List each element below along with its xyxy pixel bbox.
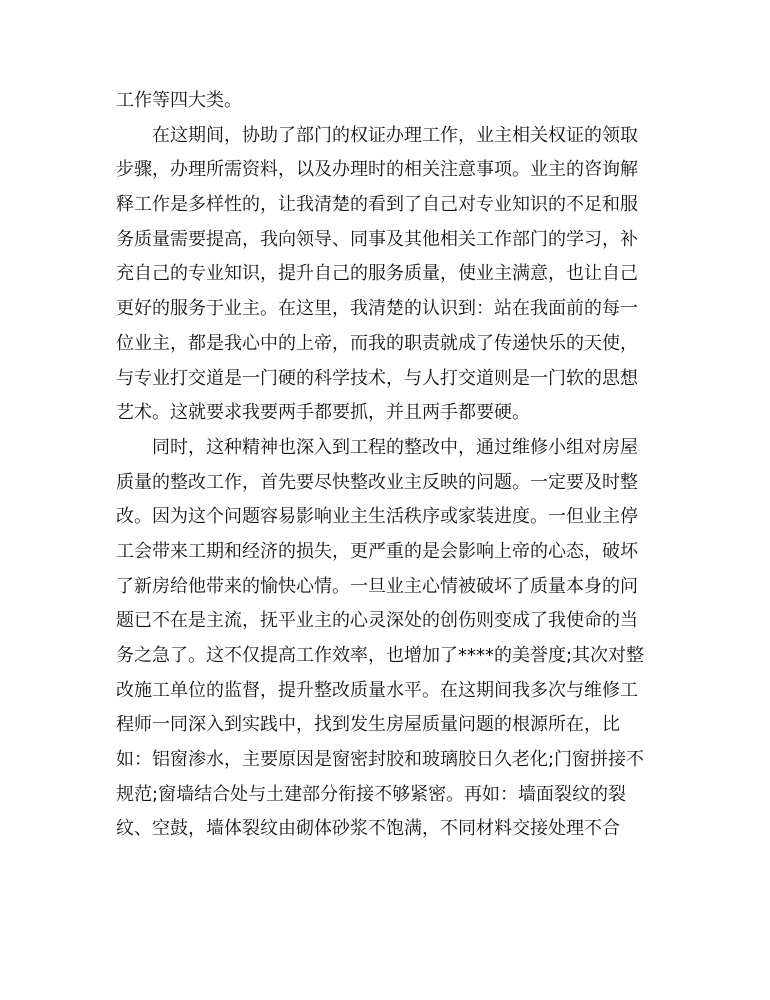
paragraph-start-line: 在这期间，协助了部门的权证办理工作，业主相关权证的领取 xyxy=(152,124,638,146)
text-line: 质量的整改工作，首先要尽快整改业主反映的问题。一定要及时整 xyxy=(116,471,638,493)
text-line: 务之急了。这不仅提高工作效率，也增加了****的美誉度;其次对整 xyxy=(116,645,645,666)
text-line: 改施工单位的监督，提升整改质量水平。在这期间我多次与维修工 xyxy=(116,679,638,701)
text-line: 步骤，办理所需资料，以及办理时的相关注意事项。业主的咨询解 xyxy=(116,159,638,181)
text-line: 工作等四大类。 xyxy=(116,90,242,111)
text-line: 如：铝窗渗水，主要原因是窗密封胶和玻璃胶日久老化;门窗拼接不 xyxy=(116,749,645,771)
text-line: 程师一同深入到实践中，找到发生房屋质量问题的根源所在，比 xyxy=(116,714,620,736)
text-line: 纹、空鼓，墙体裂纹由砌体砂浆不饱满，不同材料交接处理不合 xyxy=(116,818,620,840)
text-line: 规范;窗墙结合处与土建部分衔接不够紧密。再如：墙面裂纹的裂 xyxy=(116,783,627,805)
text-line: 了新房给他带来的愉快心情。一旦业主心情被破坏了质量本身的问 xyxy=(116,575,638,597)
text-line: 更好的服务于业主。在这里，我清楚的认识到：站在我面前的每一 xyxy=(116,298,638,320)
text-line: 工会带来工期和经济的损失，更严重的是会影响上帝的心态，破坏 xyxy=(116,540,638,562)
text-line: 务质量需要提高，我向领导、同事及其他相关工作部门的学习，补 xyxy=(116,228,638,250)
text-line: 艺术。这就要求我要两手都要抓，并且两手都要硬。 xyxy=(116,402,530,424)
text-line: 位业主，都是我心中的上帝，而我的职责就成了传递快乐的天使， xyxy=(116,332,638,354)
text-line: 释工作是多样性的，让我清楚的看到了自己对专业知识的不足和服 xyxy=(116,194,638,216)
text-line: 题已不在是主流，抚平业主的心灵深处的创伤则变成了我使命的当 xyxy=(116,610,638,632)
text-line: 改。因为这个问题容易影响业主生活秩序或家装进度。一但业主停 xyxy=(116,506,638,528)
document-body xyxy=(116,84,656,847)
text-line: 与专业打交道是一门硬的科学技术，与人打交道则是一门软的思想 xyxy=(116,367,638,389)
text-line: 充自己的专业知识，提升自己的服务质量，使业主满意，也让自己 xyxy=(116,263,638,285)
paragraph-start-line: 同时，这种精神也深入到工程的整改中，通过维修小组对房屋 xyxy=(152,436,638,458)
